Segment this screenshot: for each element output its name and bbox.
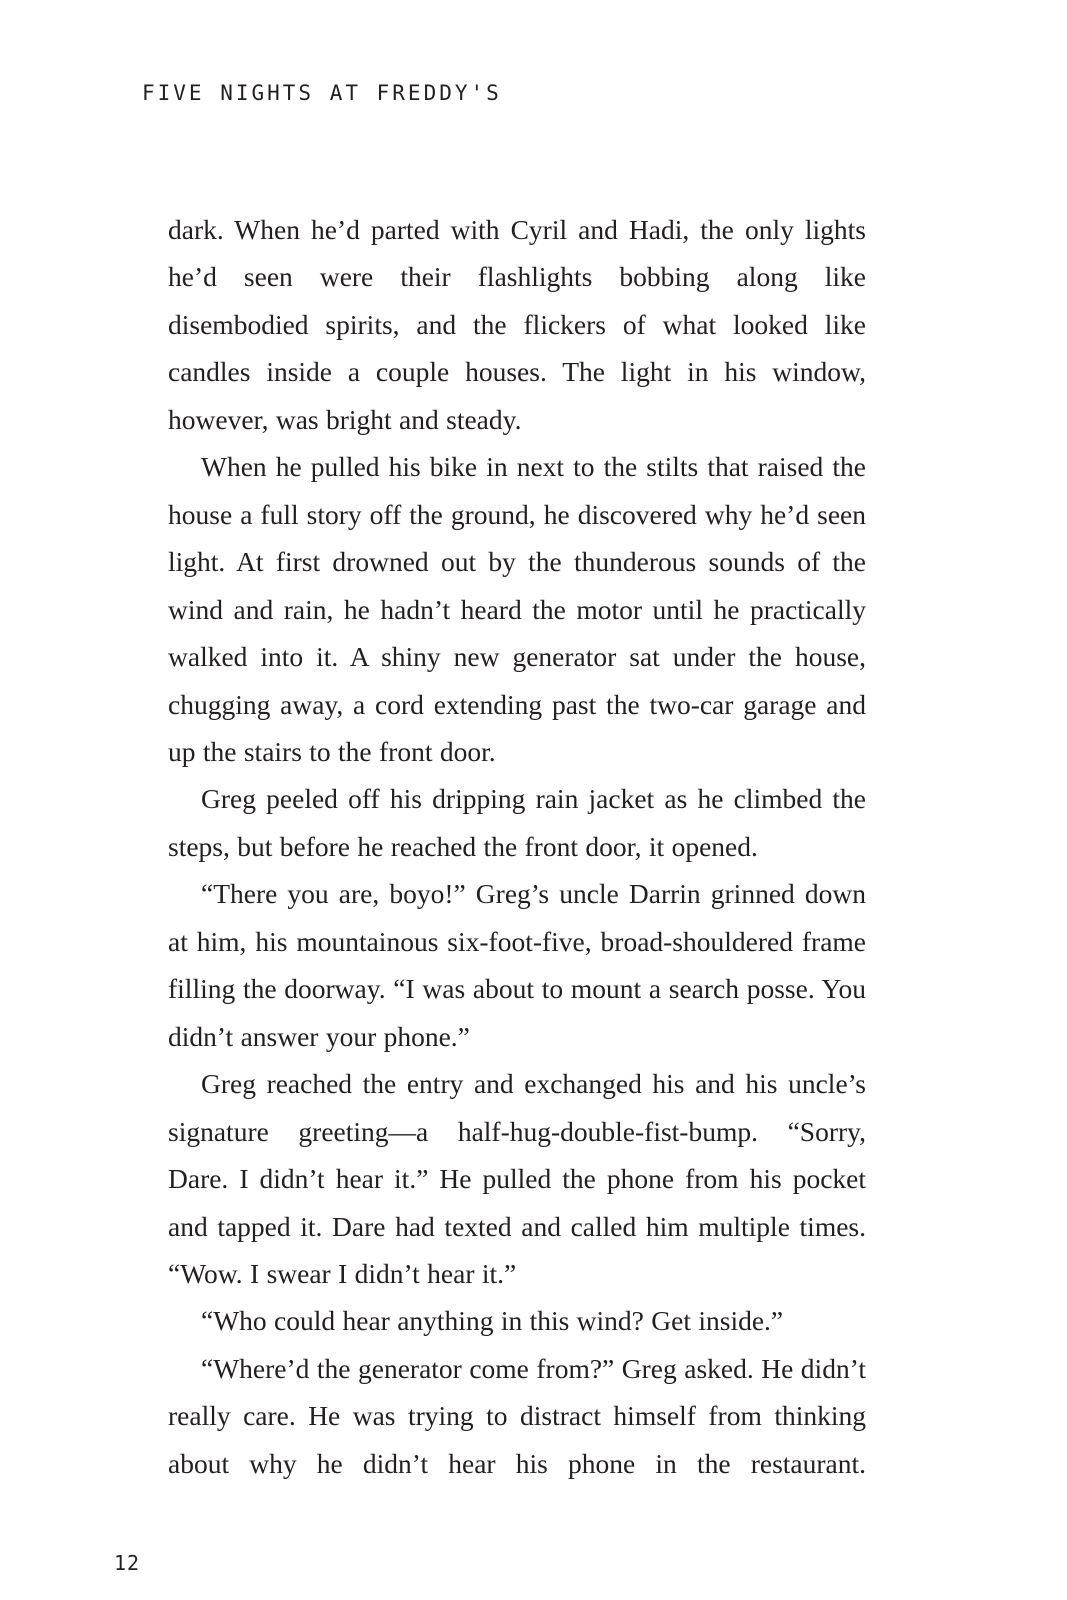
paragraph: When he pulled his bike in next to the stilts that raised the house a full story off the ground, he discovered why he’d seen light. At first drowned out by the thunderous sounds of the wind and rain, he hadn’t heard the motor until he practically walked into it. A shiny new generator sat under the house, chugging away, a cord extending past the two-car garage and up the stairs to the front door. bbox=[168, 451, 866, 767]
page-number: 12 bbox=[114, 1551, 141, 1575]
paragraph: “Who could hear anything in this wind? Get inside.” bbox=[201, 1305, 784, 1337]
running-head: FIVE NIGHTS AT FREDDY'S bbox=[142, 81, 502, 105]
paragraph: “Where’d the generator come from?” Greg asked. He didn’t really care. He was trying to distract himself from thinking about why he didn’t hear his phone in the restaurant. bbox=[168, 1352, 866, 1479]
paragraph: dark. When he’d parted with Cyril and Hadi, the only lights he’d seen were their flashlights bobbing along like disembodied spirits, and the flickers of what looked like candles inside a couple houses. The light in his window, however, was bright and steady. bbox=[168, 214, 866, 435]
paragraph: Greg peeled off his dripping rain jacket as he climbed the steps, but before he reached the front door, it opened. bbox=[168, 783, 866, 862]
body-text bbox=[168, 206, 866, 1487]
paragraph: “There you are, boyo!” Greg’s uncle Darrin grinned down at him, his mountainous six-foot-five, broad-shouldered frame filling the doorway. “I was about to mount a search posse. You didn’t answer your phone.” bbox=[168, 878, 866, 1052]
paragraph: Greg reached the entry and exchanged his and his uncle’s signature greeting—a half-hug-double-fist-bump. “Sorry, Dare. I didn’t hear it.” He pulled the phone from his pocket and tapped it. Dare had texted and called him multiple times. “Wow. I swear I didn’t hear it.” bbox=[168, 1068, 866, 1289]
